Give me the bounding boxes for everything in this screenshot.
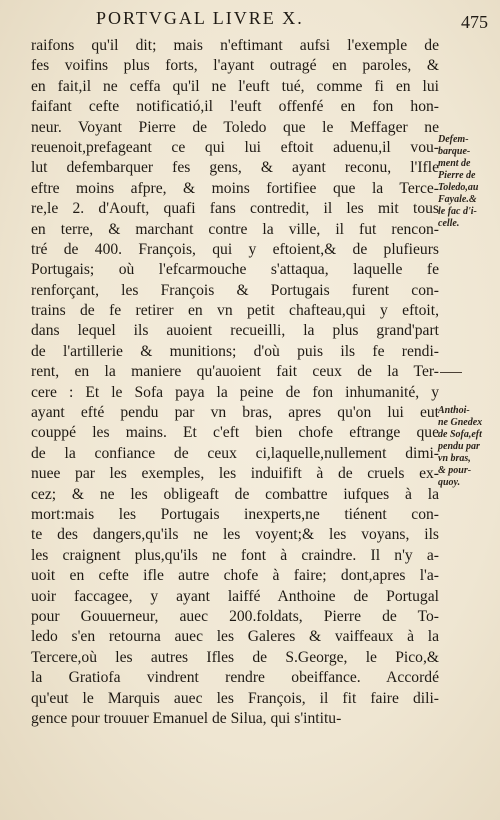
text-line: reuenoit,prefageant ce qui lui eftoit aduenu,il vou- [31, 138, 439, 156]
text-line: fes voifins plus forts, l'ayant outragé en paroles, & [31, 57, 439, 75]
text-line: uoit en cefte ifle autre chofe à faire; dont,apres l'a- [31, 567, 439, 585]
margin-note-line: le fac d'i- [438, 206, 477, 217]
text-line: cere : Et le Sofa paya la peine de fon inhumanité, y [31, 383, 439, 401]
margin-note-line: ne Gnedex [438, 417, 483, 428]
text-line: en terre, & marchant contre la ville, il fut rencon- [31, 220, 439, 238]
body-text [31, 36, 439, 729]
text-line: gence pour trouuer Emanuel de Silua, qui s'intitu- [31, 709, 342, 727]
text-line: ayant efté pendu par vn bras, apres qu'on lui eut [31, 404, 439, 422]
text-line: qu'eut le Marquis auec les François, il fit faire dili- [31, 689, 439, 707]
text-line: Portugais; où l'efcarmouche s'attaqua, laquelle fe [31, 261, 439, 279]
margin-note-line: barque- [438, 146, 471, 157]
text-line: couppé les mains. Et c'eft bien chofe eftrange que [31, 424, 439, 442]
text-line: neur. Voyant Pierre de Toledo que le Meffager ne [31, 118, 439, 136]
text-line: de la confiance de ceux ci,laquelle,nullement dimi- [31, 444, 439, 462]
margin-note-line: Pierre de [438, 170, 476, 181]
text-line: Tercere,où les autres Ifles de S.George, le Pico,& [31, 648, 439, 666]
margin-note-line: Anthoi- [438, 405, 470, 416]
text-line: faifant cefte notificatió,il l'euft offenfé en fon hon- [31, 98, 439, 116]
text-line: rent, en la maniere qu'auoient fait ceux de la Ter- [31, 363, 439, 381]
text-line: de l'artillerie & munitions; d'où puis ils fe rendi- [31, 342, 439, 360]
text-line: cez; & ne les obligeaft de combattre iufques à la [31, 485, 439, 503]
text-line: pour Gouuerneur, auec 200.foldats, Pierre de To- [31, 607, 439, 625]
text-line: trains de fe retirer en vn petit chafteau,qui y eftoit, [31, 302, 439, 320]
text-line: renforçant, les François & Portugais furent con- [31, 281, 439, 299]
text-line: dans lequel ils auoient recueilli, la plus grand'part [31, 322, 439, 340]
margin-note-line: quoy. [438, 477, 461, 488]
marginal-note-defembarquement [438, 134, 500, 230]
text-line: eftre moins afpre, & moins fortifiee que la Terce- [31, 179, 439, 197]
margin-note-line: vn bras, [438, 453, 471, 464]
margin-note-line: pendu par [438, 441, 480, 452]
text-line: mort:mais les Portugais inexperts,ne tiénent con- [31, 505, 439, 523]
text-line: en fait,il ne ceffa qu'il ne l'euft tué, comme fi en lui [31, 77, 439, 95]
text-line: lut defembarquer fes gens, & ayant reconu, l'Ifle [31, 159, 439, 177]
margin-note-line: Defem- [438, 134, 469, 145]
text-line: tré de 400. François, qui y eftoient,& de plufieurs [31, 240, 439, 258]
text-line: la Gratiofa vindrent rendre obeiffance. Accordé [31, 669, 439, 687]
margin-rule [440, 372, 462, 373]
text-line: te des dangers,qu'ils ne les voyent;& les voyans, ils [31, 526, 439, 544]
text-line: raifons qu'il dit; mais n'eftimant aufsi l'exemple de [31, 37, 439, 54]
text-line: re,le 2. d'Aouft, quafi fans contredit, il les mit tous [31, 200, 439, 218]
margin-note-line: & pour- [438, 465, 472, 476]
margin-note-line: Toledo,au [438, 182, 479, 193]
text-line: nuee par les exemples, les induifift à de cruels ex- [31, 465, 439, 483]
margin-note-line: de Sofa,eft [438, 429, 482, 440]
margin-note-line: Fayale.& [438, 194, 477, 205]
text-line: ledo s'en retourna auec les Galeres & vaiffeaux à la [31, 628, 439, 646]
running-head: PORTVGAL LIVRE X. [96, 8, 304, 28]
text-line: les craignent plus,qu'ils ne font à craindre. Il n'y a- [31, 546, 439, 564]
margin-note-line: celle. [438, 218, 460, 229]
margin-note-line: ment de [438, 158, 471, 169]
text-line: uoir faccagee, y ayant laiffé Anthoine de Portugal [31, 587, 439, 605]
page-number: 475 [461, 12, 488, 32]
marginal-note-anthoine [438, 405, 500, 489]
